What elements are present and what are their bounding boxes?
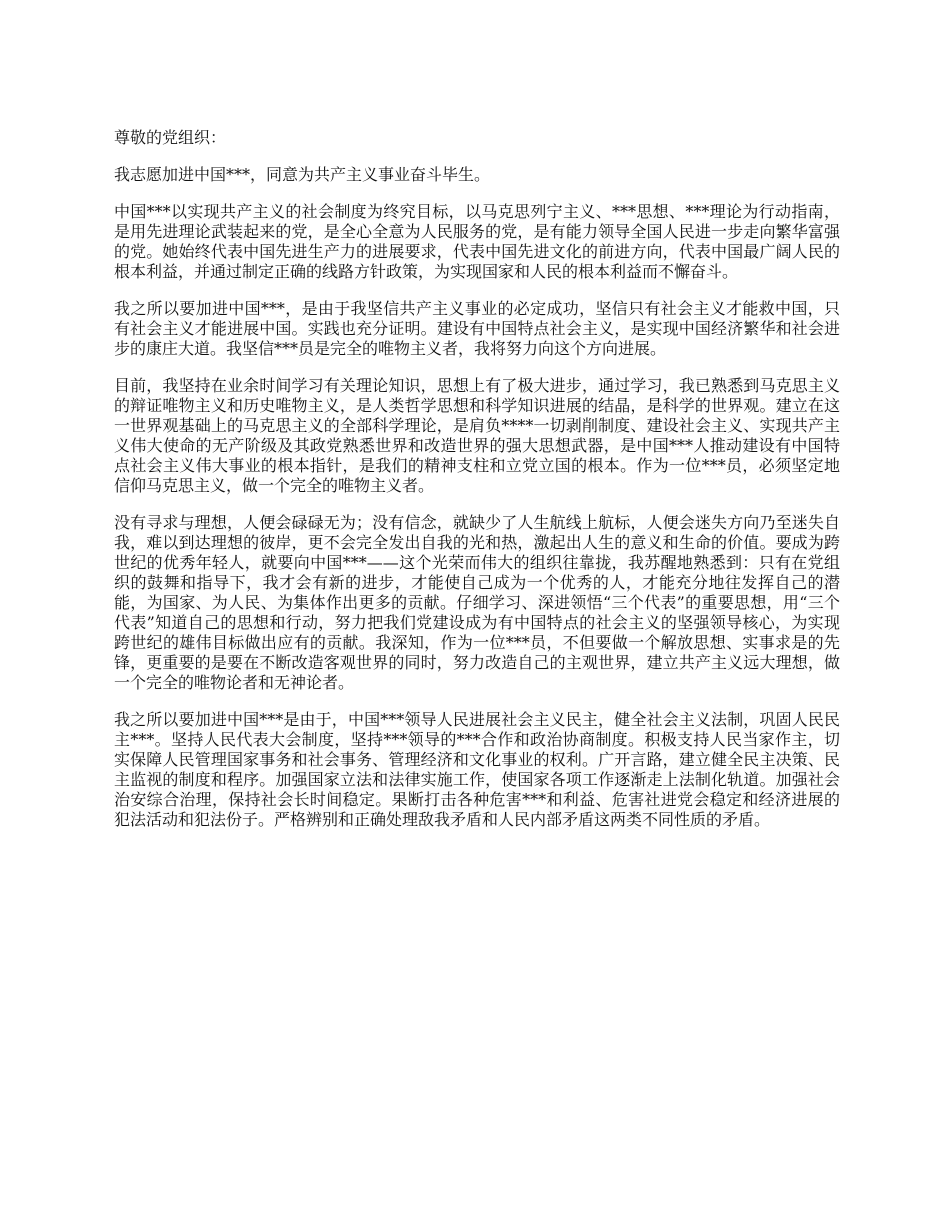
paragraph-2: 中国***以实现共产主义的社会制度为终究目标，以马克思列宁主义、***思想、***理论为行动指南，是用先进理论武装起来的党，是全心全意为人民服务的党，是有能力领导全国人民进一步走向繁华富强的党。她始终代表中国先进生产力的进展要求，代表中国先进文化的前进方向，代表中国最广阔人民的根本利益，并通过制定正确的线路方针政策，为实现国家和人民的根本利益而不懈奋斗。 bbox=[114, 202, 840, 281]
paragraph-1: 我志愿加进中国***，同意为共产主义事业奋斗毕生。 bbox=[114, 165, 491, 184]
paragraph-5: 没有寻求与理想，人便会碌碌无为；没有信念，就缺少了人生航线上航标，人便会迷失方向乃至迷失自我，难以到达理想的彼岸，更不会完全发出自我的光和热，激起出人生的意义和生命的价值。要成为跨世纪的优秀年轻人，就要向中国***——这个光荣而伟大的组织往靠拢，我苏醒地熟悉到：只有在党组织的鼓舞和指导下，我才会有新的进步，才能使自己成为一个优秀的人，才能充分地往发挥自己的潜能，为国家、为人民、为集体作出更多的贡献。仔细学习、深进领悟“三个代表”的重要思想，用“三个代表”知道自己的思想和行动，努力把我们党建设成为有中国特点的社会主义的坚强领导核心，为实现跨世纪的雄伟目标做出应有的贡献。我深知，作为一位***员，不但要做一个解放思想、实事求是的先锋，更重要的是要在不断改造客观世界的同时，努力改造自己的主观世界，建立共产主义远大理想，做一个完全的唯物论者和无神论者。 bbox=[114, 513, 840, 692]
letter-body bbox=[114, 128, 840, 847]
paragraph-6: 我之所以要加进中国***是由于，中国***领导人民进展社会主义民主，健全社会主义法制，巩固人民民主***。坚持人民代表大会制度，坚持***领导的***合作和政治协商制度。积极支持人民当家作主，切实保障人民管理国家事务和社会事务、管理经济和文化事业的权利。广开言路，建立健全民主决策、民主监视的制度和程序。加强国家立法和法律实施工作，使国家各项工作逐渐走上法制化轨道。加强社会治安综合治理，保持社会长时间稳定。果断打击各种危害***和利益、危害社进党会稳定和经济进展的犯法活动和犯法份子。严格辨别和正确处理敌我矛盾和人民内部矛盾这两类不同性质的矛盾。 bbox=[114, 710, 840, 829]
paragraph-3: 我之所以要加进中国***，是由于我坚信共产主义事业的必定成功，坚信只有社会主义才能救中国，只有社会主义才能进展中国。实践也充分证明。建设有中国特点社会主义，是实现中国经济繁华和社会进步的康庄大道。我坚信***员是完全的唯物主义者，我将努力向这个方向进展。 bbox=[114, 299, 840, 358]
salutation: 尊敬的党组织： bbox=[114, 128, 227, 147]
paragraph-4: 目前，我坚持在业余时间学习有关理论知识，思想上有了极大进步，通过学习，我已熟悉到马克思主义的辩证唯物主义和历史唯物主义，是人类哲学思想和科学知识进展的结晶，是科学的世界观。建立在这一世界观基础上的马克思主义的全部科学理论，是肩负****一切剥削制度、建设社会主义、实现共产主义伟大使命的无产阶级及其政党熟悉世界和改造世界的强大思想武器，是中国***人推动建设有中国特点社会主义伟大事业的根本指针，是我们的精神支柱和立党立国的根本。作为一位***员，必须坚定地信仰马克思主义，做一个完全的唯物主义者。 bbox=[114, 376, 840, 495]
